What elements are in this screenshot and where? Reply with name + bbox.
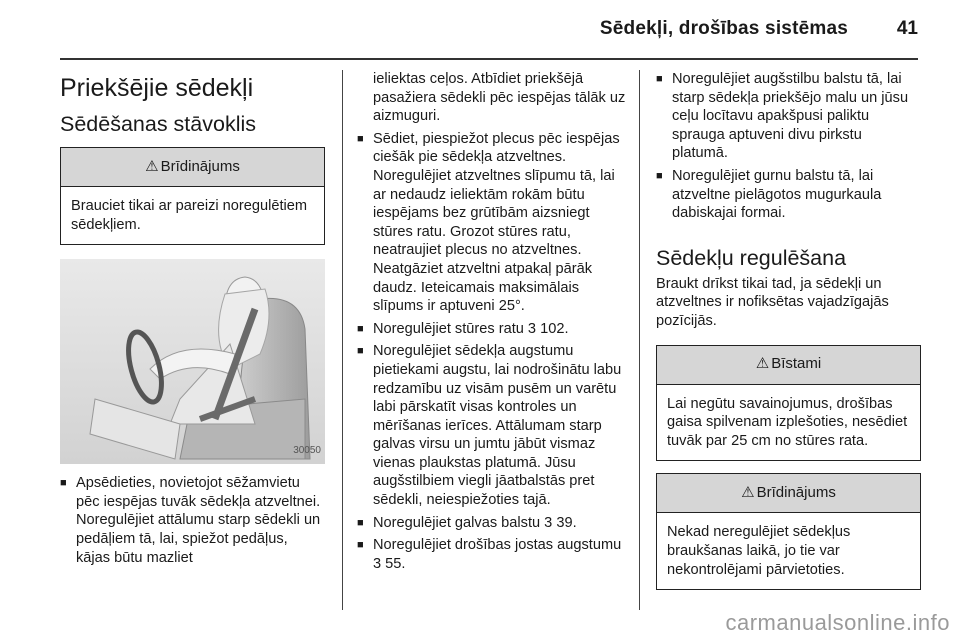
site-watermark: carmanualsonline.info	[725, 610, 950, 635]
main-heading: Priekšējie sēdekļi	[60, 74, 254, 102]
subheading-seating-position: Sēdēšanas stāvoklis	[60, 112, 256, 136]
seating-illustration	[60, 259, 325, 464]
list-item: ■ Apsēdieties, novietojot sēžamvietu pēc iespējas tuvāk sēdekļa atzveltnei. Noregulējiet attālumu starp sēdekli un pedāļiem tā, lai, spiežot pedāļus, kājas būtu mazliet	[60, 474, 325, 567]
list-item: ■ Noregulējiet augšstilbu balstu tā, lai starp sēdekļa priekšējo malu un jūsu ceļu locītavu apakšpusi paliktu sprauga aptuveni divu pirkstu platumā.	[656, 70, 921, 163]
bullet-list	[357, 130, 627, 574]
danger-box-title: Bīstami	[771, 355, 822, 373]
column-1	[60, 70, 325, 571]
list-item: ■ Noregulējiet stūres ratu 3 102.	[357, 320, 627, 339]
figure-number: 30050	[293, 444, 321, 456]
section-title: Sēdekļi, drošības sistēmas	[599, 18, 848, 39]
warning-box	[60, 147, 325, 245]
intro-text: Braukt drīkst tikai tad, ja sēdekļi un atzveltnes ir nofiksētas vajadzīgajās pozīcijās.	[656, 275, 889, 329]
subheading-seat-adjustment: Sēdekļu regulēšana	[656, 245, 847, 270]
warning-box-header	[61, 148, 324, 187]
list-item: ■ Noregulējiet drošības jostas augstumu 3 55.	[357, 536, 627, 573]
warning-box-text: Brauciet tikai ar pareizi noregulētiem sēdekļiem.	[71, 198, 308, 233]
warning-box	[656, 473, 921, 590]
list-item: ■ Noregulējiet galvas balstu 3 39.	[357, 514, 627, 533]
bullet-list	[656, 70, 921, 223]
page-number: 41	[896, 18, 918, 39]
driver-seat-image	[60, 259, 325, 464]
column-divider	[342, 70, 343, 610]
list-item: ■ Noregulējiet gurnu balstu tā, lai atzveltne pielāgotos mugurkaula dabiskajai formai.	[656, 167, 921, 223]
warning-triangle-icon: ⚠	[145, 157, 159, 175]
warning-box-header	[657, 474, 920, 513]
column-3	[656, 70, 921, 590]
list-item: ■ Sēdiet, piespiežot plecus pēc iespējas ciešāk pie sēdekļa atzveltnes. Noregulējiet atzveltnes slīpumu tā, lai ar nedaudz ieliektām rokām būtu iespējams bez grūtībām aizsniegt stūres ratu. Grozot stūres ratu, neatraujiet plecus no atzveltnes. Neatgāziet atzveltni atpakaļ pārāk daudz. Ieteicamais maksimālais slīpums ir aptuveni 25°.	[357, 130, 627, 316]
column-divider	[639, 70, 640, 610]
danger-box-text: Lai negūtu savainojumus, drošības gaisa spilvenam izplešoties, nesēdiet tuvāk par 25 cm no stūres rata.	[667, 395, 908, 449]
warning-triangle-icon: ⚠	[741, 484, 755, 502]
warning-box-text: Nekad neregulējiet sēdekļus braukšanas laikā, jo tie var nekontrolējami pārvietoties.	[667, 524, 851, 578]
warning-box-title: Brīdinājums	[756, 484, 836, 502]
warning-box-title: Brīdinājums	[160, 157, 240, 175]
warning-triangle-icon: ⚠	[755, 355, 770, 373]
page-header	[60, 14, 918, 60]
danger-box-header	[657, 346, 920, 385]
column-2	[357, 70, 627, 577]
danger-box	[656, 345, 921, 462]
bullet-list	[60, 474, 325, 567]
list-item: ■ Noregulējiet sēdekļa augstumu pietiekami augstu, lai nodrošinātu labu redzamību uz visām pusēm un varētu labi pārskatīt visas kontroles un mērīšanas ierīces. Attālumam starp galvas virsu un jumtu jābūt vismaz vienas plaukstas platumā. Jūsu augšstilbiem viegli jāatbalstās pret sēdekli, neiespiežoties tajā.	[357, 342, 627, 509]
continued-text: ieliektas ceļos. Atbīdiet priekšējā pasažiera sēdekli pēc iespējas tālāk uz aizmuguri.	[373, 71, 626, 125]
